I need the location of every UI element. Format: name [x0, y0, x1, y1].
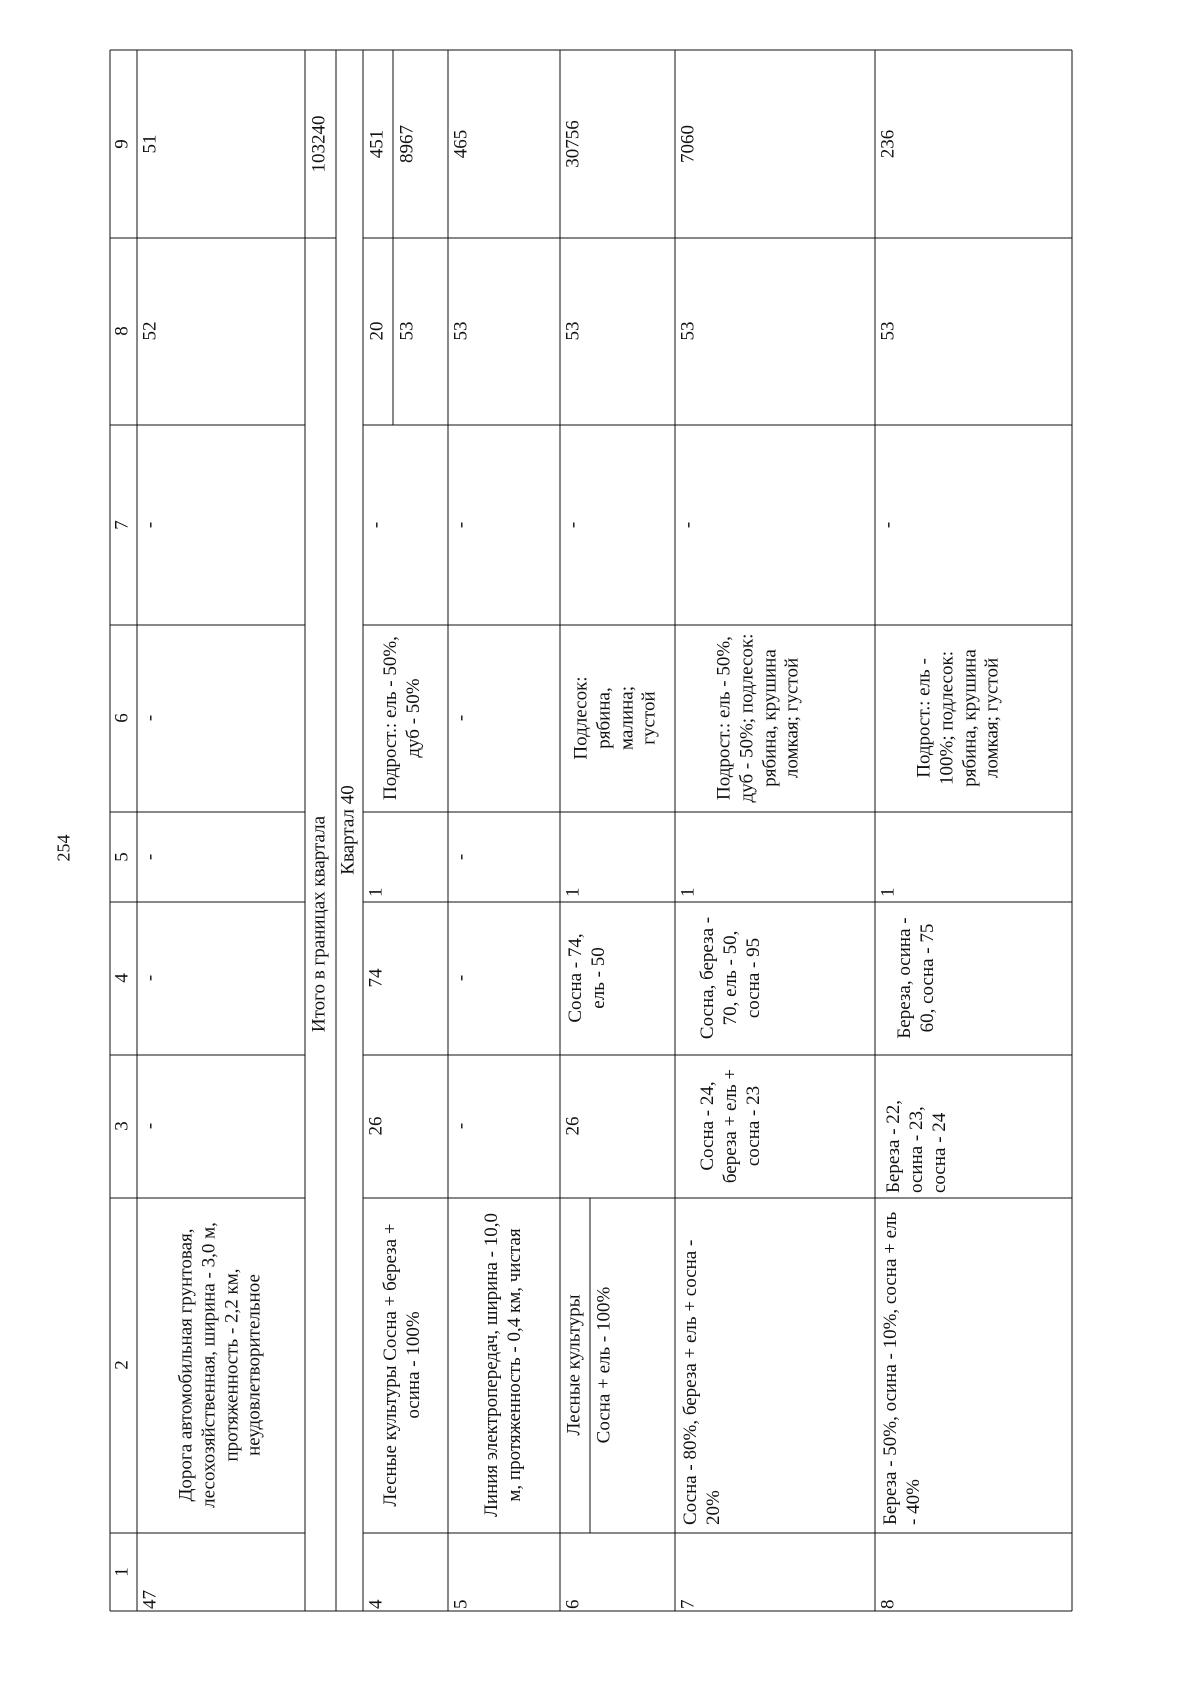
- row7-col9: 7060: [677, 125, 699, 163]
- header-col-8: 8: [111, 326, 133, 336]
- row47-col7: -: [139, 521, 161, 529]
- row5-col1: 5: [450, 1599, 472, 1609]
- row47-col6: -: [139, 714, 161, 722]
- row4-col2: Лесные культуры Сосна + береза + осина - 100%: [380, 1223, 424, 1507]
- row6-col2-a: Лесные культуры: [563, 1294, 585, 1436]
- row4-col8-a: 20: [366, 321, 388, 341]
- row4-col4: 74: [365, 968, 387, 988]
- row6-col9: 30756: [562, 120, 584, 168]
- row47-col2: Дорога автомобильная грунтовая, лесохозяйственная, ширина - 3,0 м, протяженность - 2,2 км, неудовлетворительное: [175, 1222, 265, 1508]
- row5-col4: -: [450, 974, 472, 982]
- row5-col2: Линия электропередач, ширина - 10,0 м, протяженность - 0,4 км, чистая: [481, 1213, 525, 1517]
- header-col-1: 1: [111, 1567, 133, 1577]
- row6-col6: Подлесок: рябина, малина; густой: [570, 676, 660, 760]
- total-value: 103240: [308, 115, 330, 173]
- row6-col5: 1: [562, 887, 584, 897]
- row7-col2: Сосна - 80%, береза + ель + сосна - 20%: [680, 1239, 724, 1525]
- row5-col3: -: [450, 1122, 472, 1130]
- row5-col9: 465: [450, 129, 472, 159]
- row6-col8: 53: [562, 321, 584, 341]
- row4-col1: 4: [365, 1599, 387, 1609]
- row7-col1: 7: [677, 1599, 699, 1609]
- row7-col7: -: [677, 521, 699, 529]
- row5-col8: 53: [450, 321, 472, 341]
- row6-col1: 6: [562, 1599, 584, 1609]
- page-number: 254: [53, 834, 74, 862]
- row8-col5: 1: [877, 887, 899, 897]
- row4-col7: -: [365, 521, 387, 529]
- row4-col3: 26: [365, 1116, 387, 1136]
- row5-col7: -: [450, 521, 472, 529]
- header-col-6: 6: [111, 713, 133, 723]
- row7-col4: Сосна, береза - 70, ель - 50, сосна - 95: [696, 916, 764, 1040]
- row8-col3: Береза - 22, осина - 23, сосна - 24: [882, 1099, 950, 1193]
- row47-col5: -: [139, 853, 161, 861]
- row6-col7: -: [562, 521, 584, 529]
- header-col-7: 7: [111, 520, 133, 530]
- row4-col5: 1: [365, 887, 387, 897]
- total-label: Итого в границах квартала: [308, 815, 330, 1033]
- header-col-2: 2: [111, 1360, 133, 1370]
- header-col-5: 5: [111, 852, 133, 862]
- row47-col1: 47: [139, 1590, 161, 1609]
- row4-col8-b: 53: [396, 321, 418, 341]
- row6-col3: 26: [562, 1116, 584, 1136]
- row5-col5: -: [450, 853, 472, 861]
- row4-col6: Подрост.: ель - 50%, дуб - 50%: [380, 636, 424, 800]
- row47-col8: 52: [139, 321, 161, 341]
- row47-col3: -: [139, 1122, 161, 1130]
- row7-col3: Сосна - 24, береза + ель + сосна - 23: [696, 1068, 764, 1184]
- row8-col8: 53: [877, 321, 899, 341]
- row8-col6: Подрост.: ель - 100%; подлесок: рябина, крушина ломкая; густой: [913, 649, 1003, 787]
- row8-col7: -: [877, 521, 899, 529]
- row6-col2-b: Сосна + ель - 100%: [593, 1286, 615, 1444]
- row47-col9: 51: [139, 134, 161, 154]
- row8-col4: Береза, осина - 60, сосна - 75: [894, 917, 938, 1039]
- section-title: Квартал 40: [337, 785, 359, 875]
- header-col-9: 9: [111, 139, 133, 149]
- header-col-4: 4: [111, 973, 133, 983]
- row47-col4: -: [139, 974, 161, 982]
- row4-col9-a: 451: [366, 129, 388, 159]
- row4-col9-b: 8967: [396, 125, 418, 163]
- row7-col8: 53: [677, 321, 699, 341]
- row5-col6: -: [450, 714, 472, 722]
- row8-col1: 8: [877, 1599, 899, 1609]
- row7-col5: 1: [677, 887, 699, 897]
- row8-col2: Береза - 50%, осина - 10%, сосна + ель - 40%: [880, 1211, 924, 1525]
- row7-col6: Подрост.: ель - 50%, дуб - 50%; подлесок: рябина, крушина ломкая; густой: [713, 633, 803, 803]
- header-col-3: 3: [111, 1121, 133, 1131]
- row6-col4: Сосна - 74, ель - 50: [565, 933, 609, 1023]
- row8-col9: 236: [877, 129, 899, 159]
